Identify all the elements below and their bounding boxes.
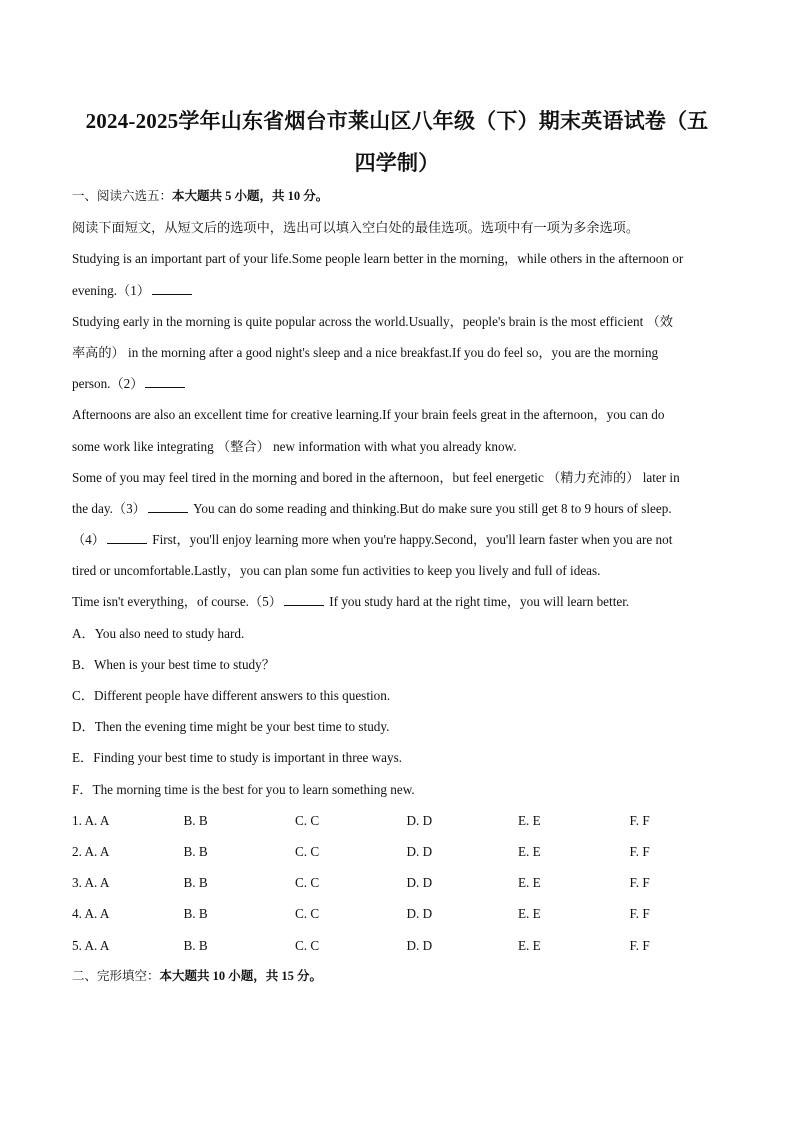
passage-line: 率高的） in the morning after a good night's sleep and a nice breakfast.If you do feel so，you are the morning: [72, 344, 659, 360]
choice-b[interactable]: B. B: [183, 906, 208, 922]
choice-b[interactable]: B. B: [183, 937, 208, 953]
answer-blank-4[interactable]: [107, 531, 147, 544]
choice-d[interactable]: D. D: [406, 843, 433, 859]
passage-text: Time isn't everything，of course.（5）: [72, 594, 282, 610]
choice-b[interactable]: B. B: [183, 843, 208, 859]
option-c: C．Different people have different answers to this question.: [72, 688, 391, 703]
passage-line: some work like integrating （整合） new information with what you already know.: [72, 438, 517, 454]
passage-text: evening.（1）: [72, 282, 151, 298]
choice-f[interactable]: F. F: [629, 843, 650, 859]
answer-blank-1[interactable]: [152, 282, 192, 295]
choice-a[interactable]: 2. A. A: [72, 843, 110, 859]
answer-blank-5[interactable]: [284, 593, 324, 606]
section-1-heading: [72, 181, 724, 212]
passage-line: Studying is an important part of your life.Some people learn better in the morning，while others in the afternoon or: [72, 251, 684, 267]
passage-text: If you study hard at the right time，you will learn better.: [329, 594, 630, 610]
option-d: D．Then the evening time might be your best time to study.: [72, 719, 390, 735]
section-1-prefix: 一、阅读六选五：: [72, 189, 173, 203]
choice-a[interactable]: 5. A. A: [72, 937, 110, 953]
question-row-2: [72, 836, 724, 867]
question-row-5: [72, 930, 724, 961]
choice-e[interactable]: E. E: [518, 812, 541, 828]
choice-f[interactable]: F. F: [629, 875, 650, 891]
choice-e[interactable]: E. E: [518, 843, 541, 859]
choice-c[interactable]: C. C: [295, 906, 320, 922]
choice-a[interactable]: 3. A. A: [72, 875, 110, 891]
choice-b[interactable]: B. B: [183, 812, 208, 828]
answer-blank-2[interactable]: [145, 375, 185, 388]
option-a: A．You also need to study hard.: [72, 625, 245, 641]
passage-text: First，you'll enjoy learning more when you're happy.Second，you'll learn faster when you are not: [152, 532, 673, 548]
passage-text: person.（2）: [72, 376, 144, 392]
passage-text: （4）: [72, 532, 105, 548]
question-row-1: [72, 805, 724, 836]
section-2-heading: [72, 961, 724, 992]
title-line-2: 四学制）: [354, 151, 440, 175]
option-b: B．When is your best time to study？: [72, 656, 275, 672]
passage-line: [72, 368, 724, 399]
choice-b[interactable]: B. B: [183, 875, 208, 891]
passage-line: Studying early in the morning is quite popular across the world.Usually，people's brain is the most efficient （效: [72, 313, 673, 329]
title-line-1: 2024-2025学年山东省烟台市莱山区八年级（下）期末英语试卷（五: [85, 109, 709, 133]
question-row-3: [72, 867, 724, 898]
choice-e[interactable]: E. E: [518, 875, 541, 891]
instruction-text: 阅读下面短文，从短文后的选项中，选出可以填入空白处的最佳选项。选项中有一项为多余选项。: [72, 220, 640, 236]
question-row-4: [72, 898, 724, 929]
choice-c[interactable]: C. C: [295, 843, 320, 859]
choice-c[interactable]: C. C: [295, 937, 320, 953]
passage-line: [72, 586, 724, 617]
choice-a[interactable]: 1. A. A: [72, 812, 110, 828]
choice-f[interactable]: F. F: [629, 906, 650, 922]
answer-blank-3[interactable]: [148, 500, 188, 513]
passage-line: tired or uncomfortable.Lastly，you can plan some fun activities to keep you lively and full of ideas.: [72, 563, 601, 579]
passage-text: You can do some reading and thinking.But do make sure you still get 8 to 9 hours of sleep.: [193, 500, 672, 516]
choice-e[interactable]: E. E: [518, 937, 541, 953]
choice-d[interactable]: D. D: [406, 812, 433, 828]
choice-a[interactable]: 4. A. A: [72, 906, 110, 922]
choice-d[interactable]: D. D: [406, 906, 433, 922]
choice-d[interactable]: D. D: [406, 937, 433, 953]
passage-line: [72, 275, 724, 306]
passage-text: the day.（3）: [72, 500, 146, 516]
option-f: F．The morning time is the best for you to learn something new.: [72, 781, 415, 797]
passage-line: Afternoons are also an excellent time for creative learning.If your brain feels great in the afternoon，you can do: [72, 407, 665, 423]
passage-line: Some of you may feel tired in the morning and bored in the afternoon，but feel energetic （精力充沛的） later in: [72, 469, 680, 485]
section-2-prefix: 二、完形填空：: [72, 968, 160, 983]
choice-c[interactable]: C. C: [295, 812, 320, 828]
passage-line: [72, 524, 724, 555]
exam-title: [72, 100, 722, 184]
exam-content: [72, 181, 724, 992]
choice-f[interactable]: F. F: [629, 812, 650, 828]
option-e: E．Finding your best time to study is important in three ways.: [72, 750, 403, 766]
choice-e[interactable]: E. E: [518, 906, 541, 922]
choice-d[interactable]: D. D: [406, 875, 433, 891]
section-1-desc: 本大题共 5 小题，共 10 分。: [172, 189, 329, 203]
section-2-desc: 本大题共 10 小题，共 15 分。: [159, 968, 323, 983]
choice-c[interactable]: C. C: [295, 875, 320, 891]
choice-f[interactable]: F. F: [629, 937, 650, 953]
passage-line: [72, 493, 724, 524]
